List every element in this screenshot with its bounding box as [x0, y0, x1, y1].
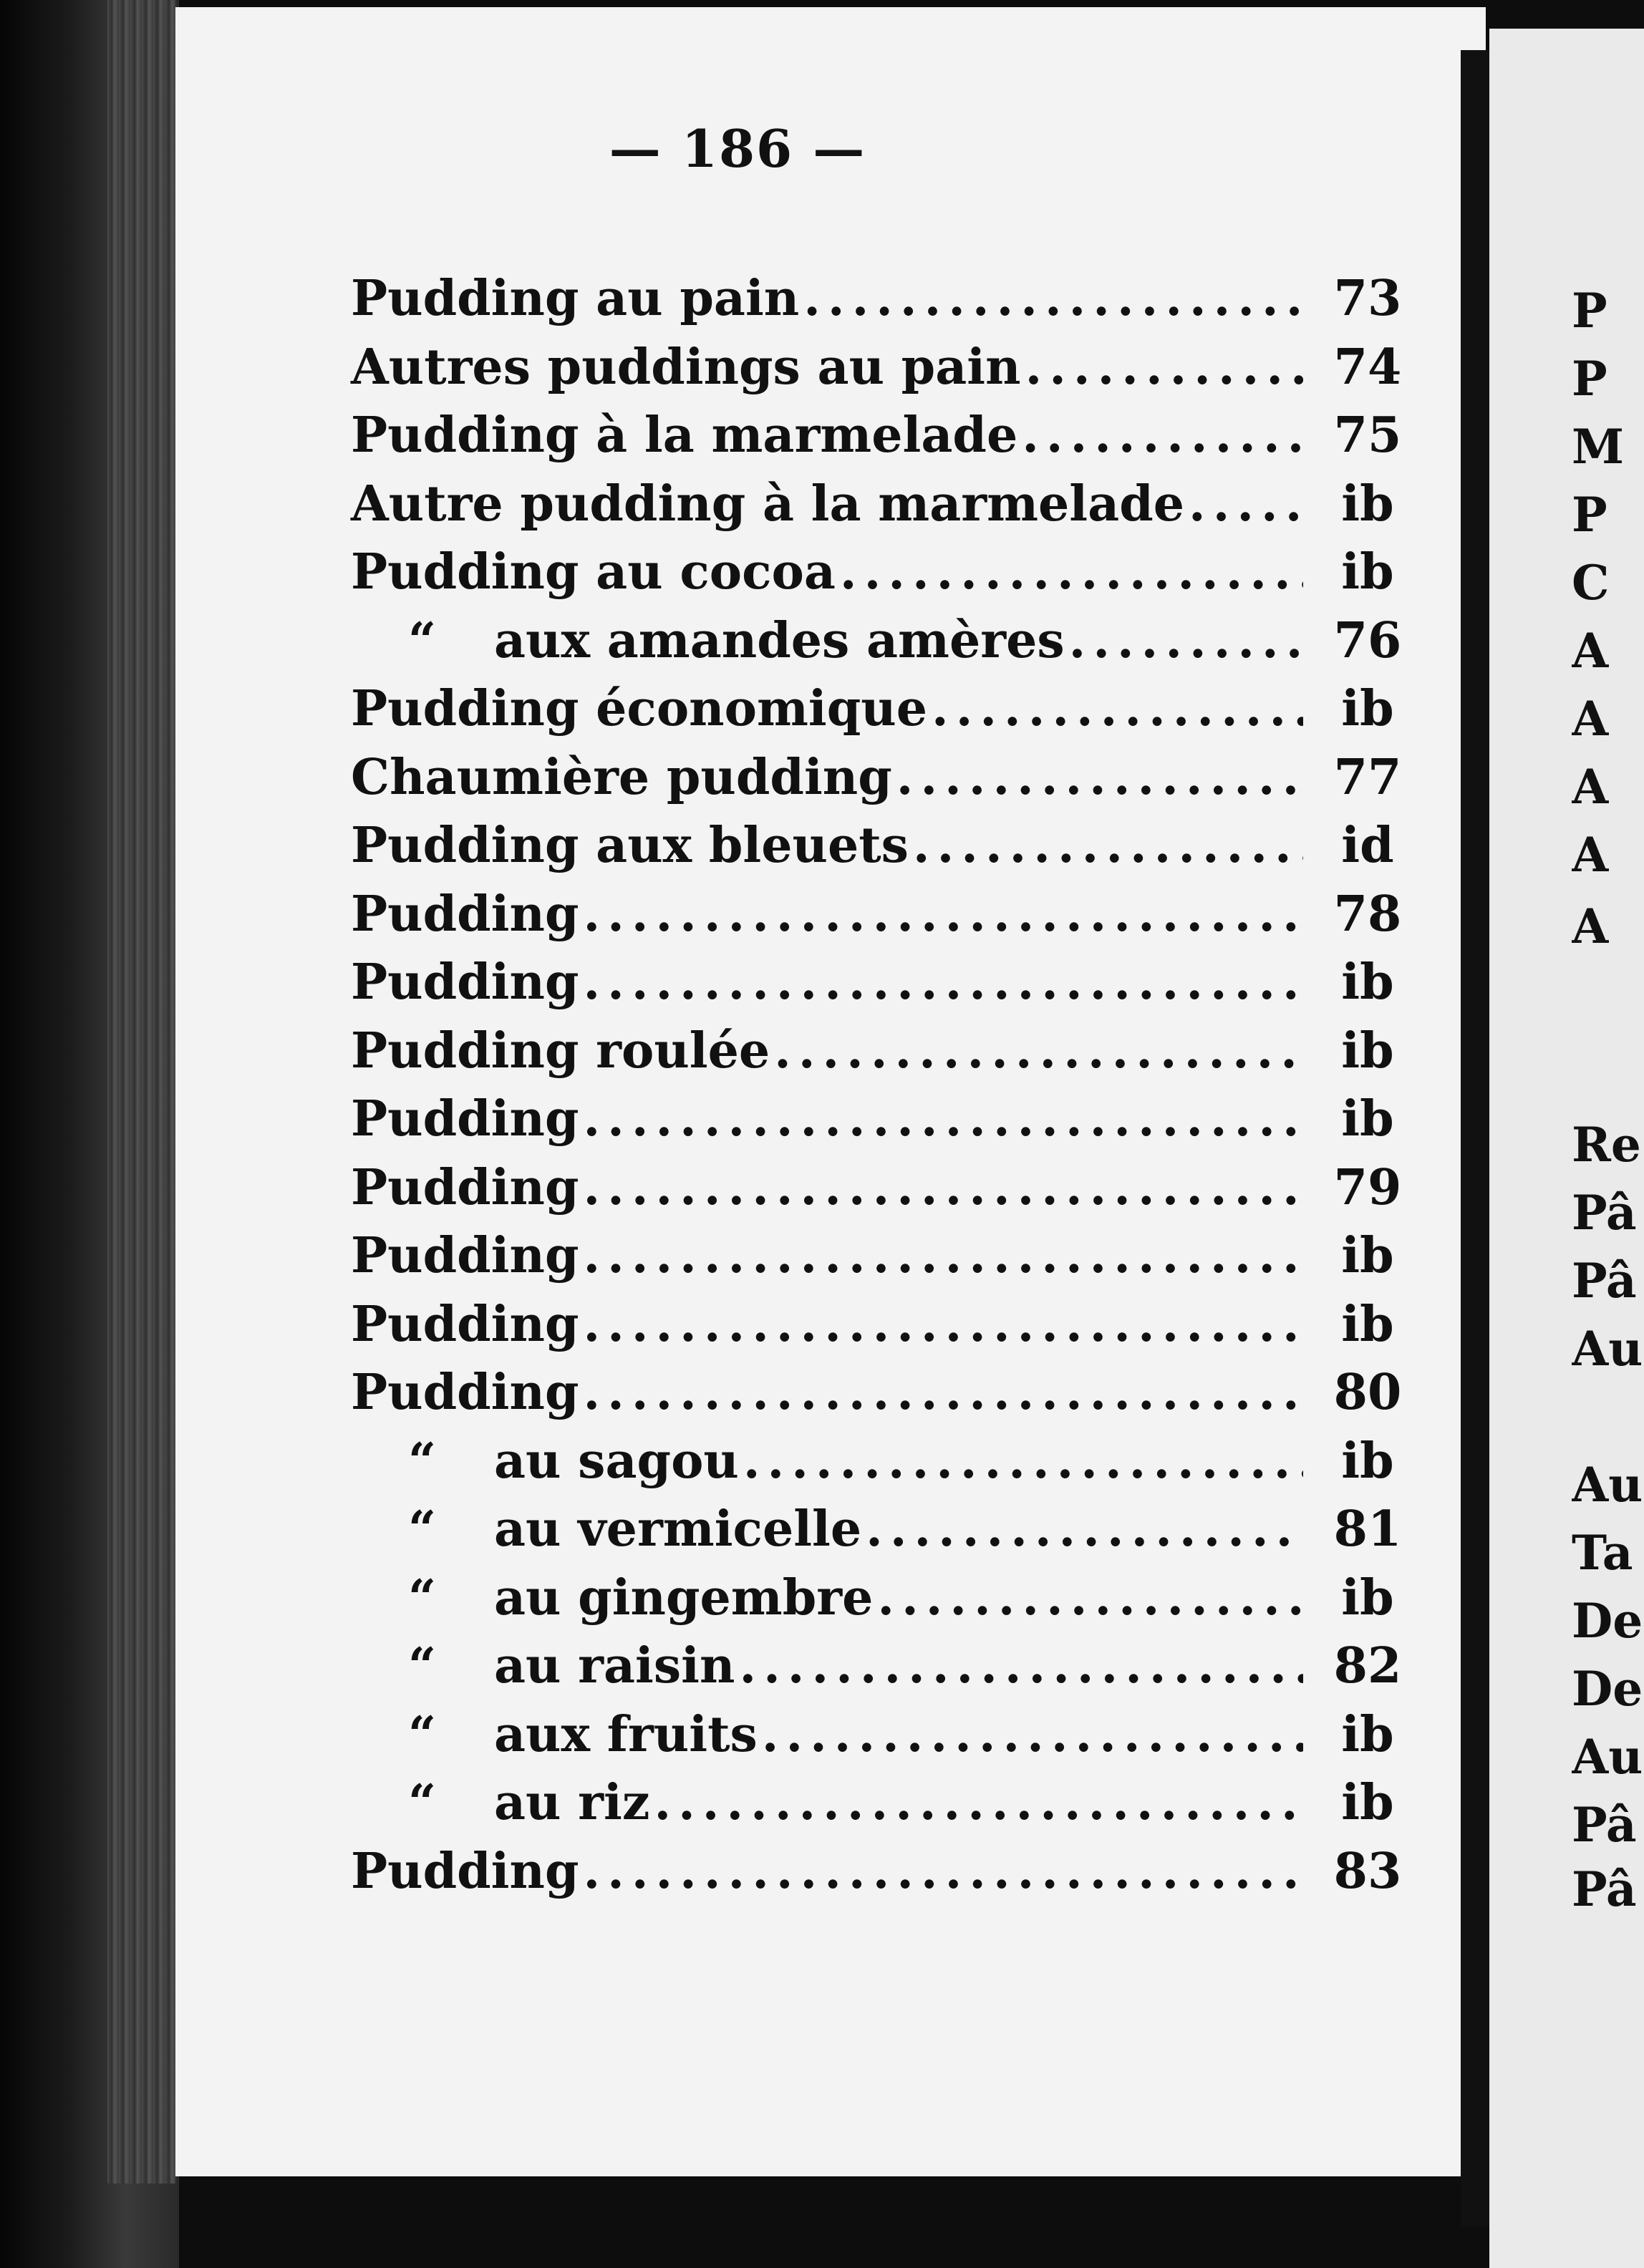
entry-page: 83	[1333, 1842, 1402, 1900]
entry-page: ib	[1341, 1090, 1394, 1148]
facing-page-fragment: Re	[1572, 1117, 1641, 1173]
toc-entry	[351, 1154, 1411, 1223]
dot-leader	[583, 1359, 1303, 1427]
entry-page: 73	[1333, 270, 1402, 327]
entry-title: Pudding aux bleuets	[351, 817, 909, 874]
entry-title: Chaumière pudding	[351, 748, 892, 806]
entry-page: ib	[1341, 954, 1394, 1011]
dot-leader	[583, 881, 1303, 949]
facing-page-fragment: P	[1572, 487, 1607, 543]
entry-title: Autre pudding à la marmelade	[351, 475, 1185, 533]
toc-entry	[351, 1017, 1411, 1086]
ditto-mark: “	[408, 1501, 437, 1558]
page-number: — 186 —	[609, 118, 866, 179]
dot-leader	[583, 1222, 1303, 1290]
ditto-mark: “	[408, 1432, 437, 1490]
entry-page: 77	[1333, 748, 1402, 806]
entry-title: Pudding économique	[351, 680, 928, 737]
toc-entry	[351, 881, 1411, 949]
facing-page-fragment: A	[1572, 623, 1609, 679]
toc-entry	[351, 1085, 1411, 1154]
toc-entry	[351, 265, 1411, 334]
facing-page-fragment: M	[1572, 419, 1625, 475]
toc-entry	[351, 1769, 1411, 1838]
toc-entry	[351, 402, 1411, 470]
dot-leader	[1069, 607, 1303, 675]
facing-page-fragment: P	[1572, 351, 1607, 407]
entry-title: Pudding	[351, 1364, 579, 1421]
dot-leader	[583, 1291, 1303, 1359]
binding-edge	[107, 0, 175, 2184]
toc-entry	[351, 1496, 1411, 1564]
facing-page-fragment: A	[1572, 759, 1609, 815]
dot-leader	[583, 949, 1303, 1017]
entry-title: Pudding	[351, 1227, 579, 1284]
entry-title: Pudding	[351, 885, 579, 943]
dot-leader	[866, 1496, 1303, 1564]
dot-leader	[583, 1085, 1303, 1153]
facing-page-fragment: Pâ	[1572, 1253, 1637, 1309]
entry-page: 76	[1333, 611, 1402, 669]
entry-page: ib	[1341, 1432, 1394, 1490]
dot-leader	[803, 265, 1303, 333]
facing-page-fragment: Au	[1572, 1457, 1643, 1513]
entry-title: Pudding	[351, 1842, 579, 1900]
toc-entry	[351, 1291, 1411, 1360]
facing-page-fragment: A	[1572, 691, 1609, 747]
entry-page: ib	[1341, 680, 1394, 737]
entry-title: au gingembre	[494, 1569, 874, 1627]
entry-page: 78	[1333, 885, 1402, 943]
entry-title: Pudding roulée	[351, 1022, 770, 1080]
entry-page: ib	[1341, 543, 1394, 601]
entry-page: ib	[1341, 1705, 1394, 1763]
entry-title: Pudding au cocoa	[351, 543, 836, 601]
dot-leader	[1189, 470, 1303, 538]
toc-entry	[351, 1838, 1411, 1906]
toc-entry	[351, 1701, 1411, 1770]
entry-title: Pudding	[351, 1295, 579, 1353]
toc-entry	[351, 1222, 1411, 1291]
toc-entry	[351, 538, 1411, 607]
table-of-contents	[351, 265, 1411, 1906]
entry-page: 79	[1333, 1158, 1402, 1216]
entry-page: 80	[1333, 1364, 1402, 1421]
entry-title: Pudding au pain	[351, 270, 800, 327]
dot-leader	[913, 812, 1303, 880]
facing-page-fragment: Au	[1572, 1321, 1643, 1377]
dot-leader	[896, 744, 1303, 812]
ditto-mark: “	[408, 1569, 437, 1627]
facing-page-fragment: Pâ	[1572, 1185, 1637, 1241]
facing-page-fragment: A	[1572, 898, 1609, 954]
entry-title: Autres puddings au pain	[351, 338, 1021, 396]
ditto-mark: “	[408, 611, 437, 669]
entry-page: ib	[1341, 1022, 1394, 1080]
entry-title: Pudding	[351, 1090, 579, 1148]
entry-title: Pudding	[351, 954, 579, 1011]
facing-page-fragment: P	[1572, 283, 1607, 339]
dot-leader	[743, 1428, 1303, 1496]
toc-entry	[351, 1428, 1411, 1496]
entry-page: ib	[1341, 1569, 1394, 1627]
dot-leader	[654, 1769, 1303, 1837]
entry-page: 74	[1333, 338, 1402, 396]
entry-title: au sagou	[494, 1432, 739, 1490]
facing-page-fragment: De	[1572, 1593, 1643, 1649]
entry-title: aux fruits	[494, 1705, 758, 1763]
toc-entry	[351, 607, 1411, 676]
entry-title: Pudding à la marmelade	[351, 407, 1018, 464]
entry-page: id	[1341, 817, 1394, 874]
dot-leader	[583, 1154, 1303, 1222]
entry-page: 81	[1333, 1501, 1402, 1558]
dot-leader	[739, 1632, 1303, 1700]
dot-leader	[1025, 334, 1303, 402]
toc-entry	[351, 334, 1411, 402]
entry-page: 75	[1333, 407, 1402, 464]
dot-leader	[1022, 402, 1303, 470]
dot-leader	[762, 1701, 1303, 1769]
entry-page: ib	[1341, 1774, 1394, 1831]
entry-page: 82	[1333, 1637, 1402, 1695]
entry-page: ib	[1341, 475, 1394, 533]
toc-entry	[351, 812, 1411, 881]
dot-leader	[840, 538, 1303, 606]
dot-leader	[774, 1017, 1303, 1085]
entry-title: aux amandes amères	[494, 611, 1065, 669]
entry-title: au riz	[494, 1774, 650, 1831]
ditto-mark: “	[408, 1705, 437, 1763]
facing-page-fragment: De	[1572, 1661, 1643, 1717]
toc-entry	[351, 675, 1411, 744]
facing-page-fragment: Ta	[1572, 1525, 1633, 1581]
toc-entry	[351, 1359, 1411, 1428]
ditto-mark: “	[408, 1637, 437, 1695]
toc-entry	[351, 744, 1411, 813]
dot-leader	[583, 1838, 1303, 1906]
facing-page-fragment: Pâ	[1572, 1861, 1637, 1917]
entry-title: au raisin	[494, 1637, 735, 1695]
ditto-mark: “	[408, 1774, 437, 1831]
facing-page-fragment: Pâ	[1572, 1797, 1637, 1853]
facing-page-fragment: C	[1572, 555, 1610, 611]
entry-title: au vermicelle	[494, 1501, 862, 1558]
facing-page-fragment: A	[1572, 827, 1609, 883]
toc-entry	[351, 1632, 1411, 1701]
dot-leader	[932, 675, 1303, 743]
entry-page: ib	[1341, 1227, 1394, 1284]
toc-entry	[351, 949, 1411, 1017]
toc-entry	[351, 1564, 1411, 1633]
facing-page-fragment: Au	[1572, 1729, 1643, 1785]
entry-page: ib	[1341, 1295, 1394, 1353]
entry-title: Pudding	[351, 1158, 579, 1216]
dot-leader	[877, 1564, 1303, 1632]
page-gutter	[1461, 50, 1489, 2226]
toc-entry	[351, 470, 1411, 539]
